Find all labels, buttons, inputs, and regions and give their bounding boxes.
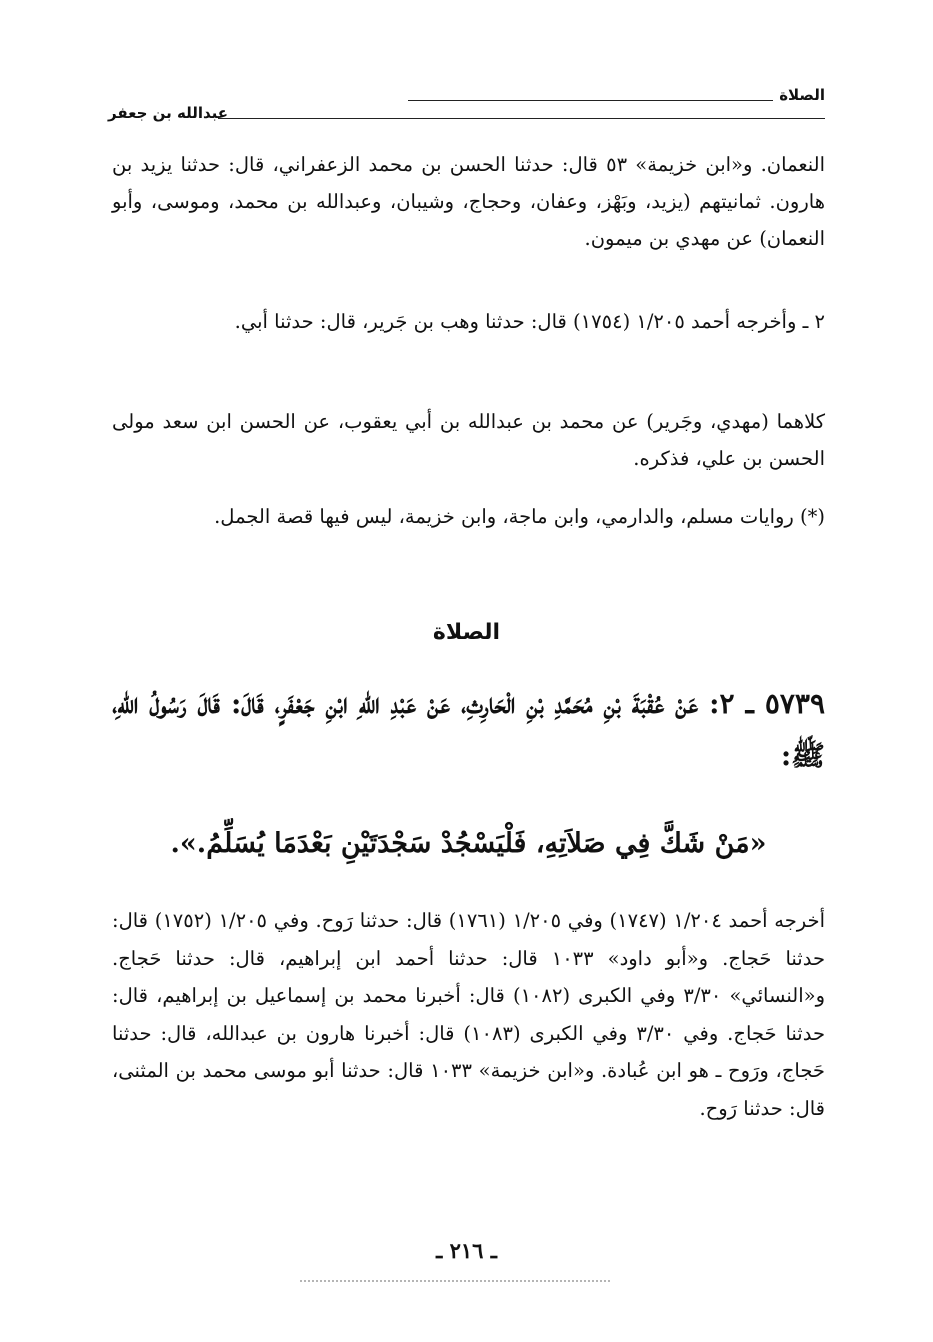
header-rule-top	[408, 100, 773, 101]
footnote-paragraph: النعمان. و«ابن خزيمة» ٥٣ قال: حدثنا الحسن بن محمد الزعفراني، قال: حدثنا يزيد بن هارون. ثمانيتهم (يزيد، وبَهْز، وعفان، وحجاج، وشيبان، وعبدالله بن محمد، وموسى، وأبو النعمان) عن مهدي بن ميمون.	[112, 153, 825, 250]
scan-artifact	[300, 1280, 610, 1288]
header-section-title: الصلاة	[779, 86, 825, 104]
footnote-remark: (*) روايات مسلم، والدارمي، وابن ماجة، وابن خزيمة، ليس فيها قصة الجمل.	[214, 505, 825, 528]
takhrij-paragraph: أخرجه أحمد ١/٢٠٤ (١٧٤٧) وفي ١/٢٠٥ (١٧٦١) قال: حدثنا رَوح. وفي ١/٢٠٥ (١٧٥٢) قال: حدثنا حَجاج. و«أبو داود» ١٠٣٣ قال: حدثنا أحمد ابن إبراهيم، قال: حدثنا حَجاج. و«النسائي» ٣/٣٠ وفي الكبرى (١٠٨٢) قال: أخبرنا محمد بن إسماعيل بن إبراهيم، قال: حدثنا حَجاج. وفي ٣/٣٠ وفي الكبرى (١٠٨٣) قال: أخبرنا هارون بن عبدالله، قال: حدثنا حَجاج، ورَوح ـ هو ابن عُبادة. و«ابن خزيمة» ١٠٣٣ قال: حدثنا أبو موسى محمد بن المثنى، قال: حدثنا رَوح.	[112, 909, 826, 1120]
header-narrator: عبدالله بن جعفر	[108, 104, 229, 122]
running-header	[108, 86, 825, 126]
hadith-isnad: ٥٧٣٩ ـ ٢: عَنْ عُقْبَةَ بْنِ مُحَمَّدِ بْنِ الْحَارِثِ، عَنْ عَبْدِ اللّهِ ابْنِ جَعْفَرٍ، قَالَ: قَالَ رَسُولُ اللّهِ، ﷺ:	[112, 687, 825, 772]
hadith-matn: «مَنْ شَكَّ فِي صَلاَتِهِ، فَلْيَسْجُدْ سَجْدَتَيْنِ بَعْدَمَا يُسَلِّمُ.».	[170, 828, 767, 859]
footnote-paragraph: ٢ ـ وأخرجه أحمد ١/٢٠٥ (١٧٥٤) قال: حدثنا وهب بن جَرير، قال: حدثنا أبي.	[234, 310, 825, 333]
footnote-paragraph: كلاهما (مهدي، وجَرير) عن محمد بن عبدالله بن أبي يعقوب، عن الحسن ابن سعد مولى الحسن بن علي، فذكره.	[112, 410, 825, 470]
header-rule-bottom	[218, 118, 825, 119]
page-number: ـ ٢١٦ ـ	[436, 1238, 497, 1263]
section-title: الصلاة	[432, 620, 501, 645]
